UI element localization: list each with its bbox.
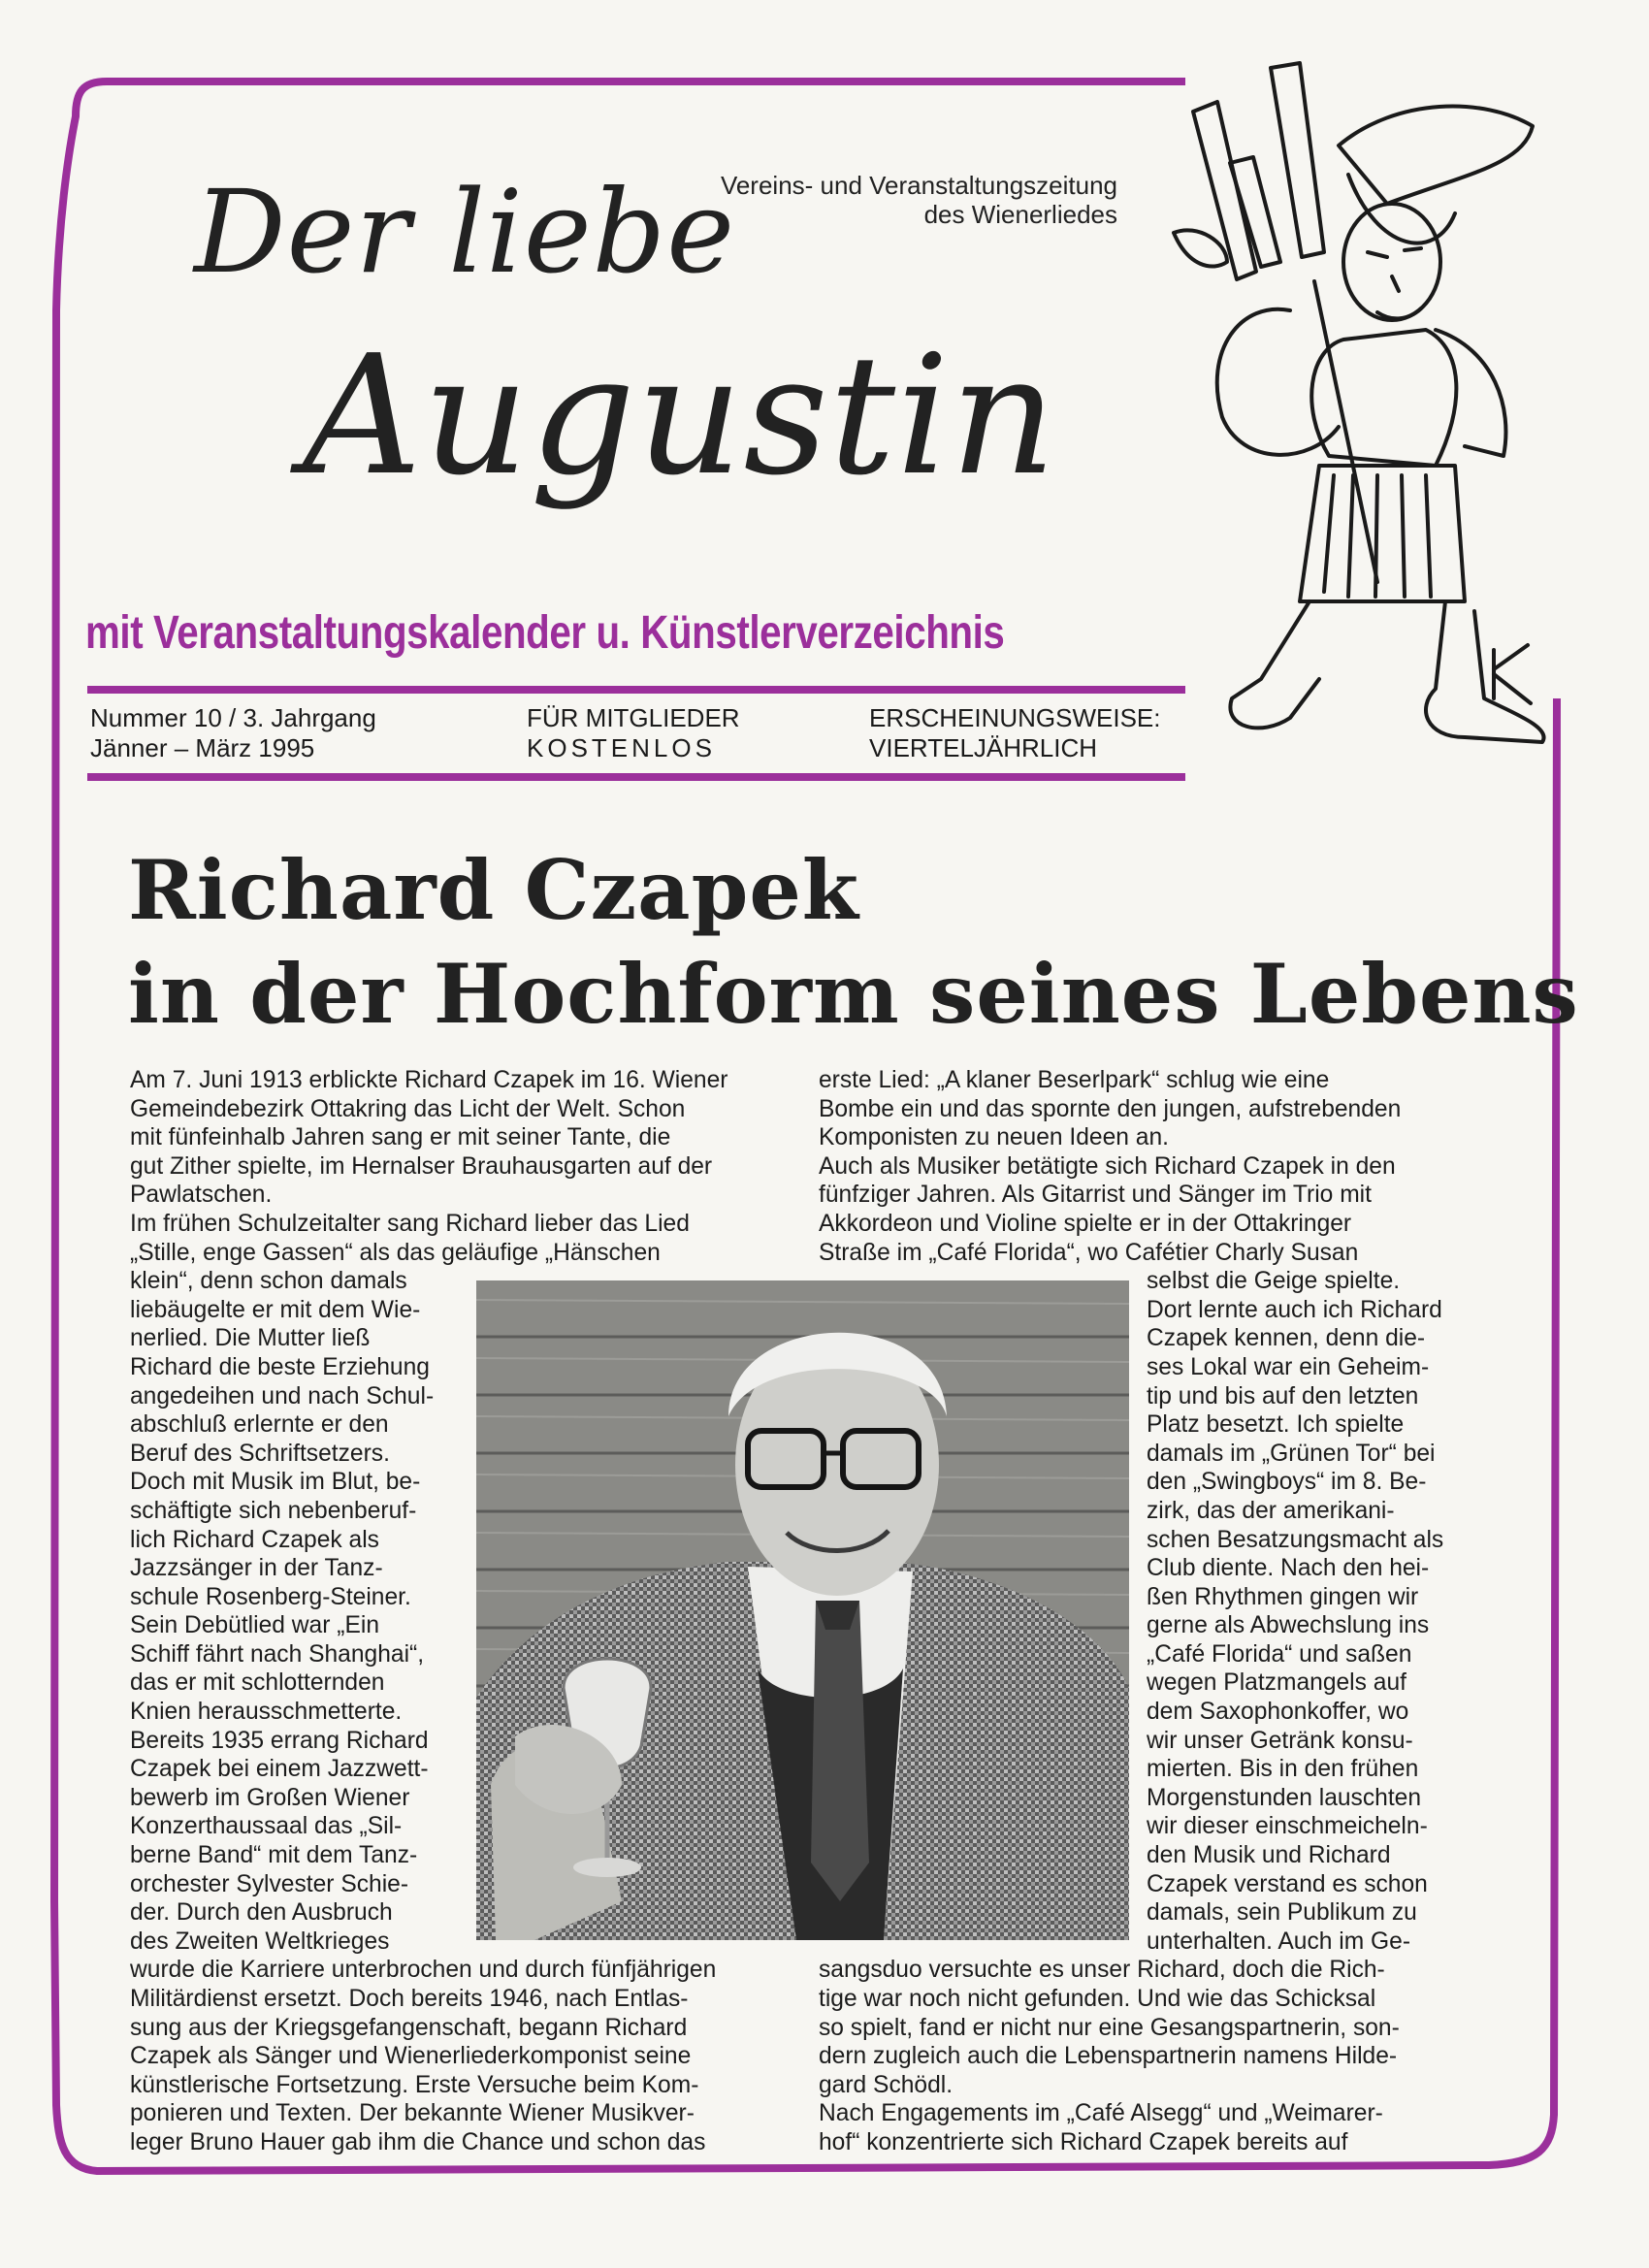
article-line: Dort lernte auch ich Richard: [1147, 1296, 1442, 1323]
column2-full-width: [819, 1066, 1474, 1267]
frequency-label: ERSCHEINUNGSWEISE:: [869, 703, 1161, 732]
article-line: Am 7. Juni 1913 erblickte Richard Czapek im 16. Wiener: [130, 1067, 728, 1093]
frequency-value: VIERTELJÄHRLICH: [869, 733, 1098, 762]
column1-full-width: [130, 1066, 786, 1267]
article-line: gerne als Abwechslung ins: [1147, 1612, 1430, 1639]
article-line: wegen Platzmangels auf: [1147, 1669, 1406, 1697]
article-line: Straße im „Café Florida“, wo Cafétier Charly Susan: [819, 1239, 1359, 1266]
article-line: zirk, das der amerikani-: [1147, 1497, 1395, 1524]
article-line: unterhalten. Auch im Ge-: [1147, 1928, 1411, 1955]
article-line: Komponisten zu neuen Ideen an.: [819, 1124, 1169, 1151]
article-line: klein“, denn schon damals: [130, 1268, 407, 1295]
issue-date: Jänner – März 1995: [90, 733, 315, 762]
article-line: Militärdienst ersetzt. Doch bereits 1946, nach Entlas-: [130, 1986, 689, 2012]
article-line: mit fünfeinhalb Jahren sang er mit seiner Tante, die: [130, 1124, 671, 1151]
article-line: Beruf des Schriftsetzers.: [130, 1440, 390, 1467]
article-line: so spielt, fand er nicht nur eine Gesangspartnerin, son-: [819, 2014, 1400, 2041]
article-line: Morgenstunden lauschten: [1147, 1784, 1422, 1811]
article-line: orchester Sylvester Schie-: [130, 1870, 409, 1897]
article-line: schule Rosenberg-Steiner.: [130, 1583, 411, 1610]
article-line: angedeihen und nach Schul-: [130, 1382, 435, 1409]
article-line: ses Lokal war ein Geheim-: [1147, 1353, 1430, 1380]
article-line: gard Schödl.: [819, 2071, 954, 2098]
article-line: das er mit schlotternden: [130, 1669, 385, 1697]
bagpiper-illustration: [1145, 58, 1571, 776]
article-line: den „Swingboys“ im 8. Be-: [1147, 1469, 1427, 1496]
article-line: Auch als Musiker betätigte sich Richard Czapek in den: [819, 1152, 1396, 1180]
article-line: hof“ konzentrierte sich Richard Czapek bereits auf: [819, 2128, 1348, 2155]
article-headline-line1: Richard Czapek: [128, 842, 859, 938]
free-label: KOSTENLOS: [527, 733, 716, 762]
article-line: Bereits 1935 errang Richard: [130, 1727, 429, 1754]
article-line: Schiff fährt nach Shanghai“,: [130, 1640, 425, 1668]
tagline-line1: Vereins- und Veranstaltungszeitung: [720, 171, 1117, 200]
masthead-title-line1: Der liebe: [194, 165, 736, 299]
masthead-title-line2: Augustin: [303, 320, 1057, 512]
article-line: Czapek verstand es schon: [1147, 1870, 1428, 1897]
portrait-photo: [476, 1280, 1129, 1940]
article-line: Akkordeon und Violine spielte er in der Ottakringer: [819, 1210, 1352, 1237]
article-line: sangsduo versuchte es unser Richard, doch die Rich-: [819, 1957, 1385, 1984]
article-line: sung aus der Kriegsgefangenschaft, begann Richard: [130, 2014, 688, 2041]
article-line: schen Besatzungsmacht als: [1147, 1526, 1444, 1553]
article-line: liebäugelte er mit dem Wie-: [130, 1296, 421, 1323]
article-line: tige war noch nicht gefunden. Und wie das Schicksal: [819, 1986, 1376, 2012]
article-line: Doch mit Musik im Blut, be-: [130, 1469, 421, 1496]
article-line: wurde die Karriere unterbrochen und durch fünfjährigen: [130, 1957, 717, 1984]
article-line: „Stille, enge Gassen“ als das geläufige „Hänschen: [130, 1239, 661, 1266]
article-line: wir unser Getränk konsu-: [1147, 1727, 1413, 1754]
article-line: ponieren und Texten. Der bekannte Wiener Musikver-: [130, 2100, 695, 2127]
article-line: „Café Florida“ und saßen: [1147, 1640, 1412, 1668]
article-line: Knien herausschmetterte.: [130, 1699, 403, 1726]
article-line: Richard die beste Erziehung: [130, 1353, 430, 1380]
article-line: damals im „Grünen Tor“ bei: [1147, 1440, 1436, 1467]
column1-bottom: [130, 1956, 786, 2156]
members-label: FÜR MITGLIEDER: [527, 703, 740, 732]
article-headline-line2: in der Hochform seines Lebens: [128, 946, 1579, 1042]
article-line: selbst die Geige spielte.: [1147, 1268, 1401, 1295]
article-line: dem Saxophonkoffer, wo: [1147, 1699, 1409, 1726]
article-line: nerlied. Die Mutter ließ: [130, 1325, 371, 1352]
article-line: des Zweiten Weltkrieges: [130, 1928, 390, 1955]
article-line: den Musik und Richard: [1147, 1842, 1391, 1869]
article-line: Sein Debütlied war „Ein: [130, 1612, 379, 1639]
article-line: schäftigte sich nebenberuf-: [130, 1497, 417, 1524]
article-line: dern zugleich auch die Lebenspartnerin namens Hilde-: [819, 2043, 1398, 2070]
article-line: bewerb im Großen Wiener: [130, 1784, 410, 1811]
article-line: wir dieser einschmeicheln-: [1147, 1813, 1428, 1840]
article-line: abschluß erlernte er den: [130, 1411, 389, 1439]
article-line: berne Band“ mit dem Tanz-: [130, 1842, 418, 1869]
article-line: lich Richard Czapek als: [130, 1526, 379, 1553]
article-line: Konzerthaussaal das „Sil-: [130, 1813, 403, 1840]
purple-rule-bottom: [87, 773, 1185, 781]
article-line: tip und bis auf den letzten: [1147, 1382, 1419, 1409]
article-line: Club diente. Nach den hei-: [1147, 1555, 1430, 1582]
article-line: Jazzsänger in der Tanz-: [130, 1555, 383, 1582]
article-line: künstlerische Fortsetzung. Erste Versuche beim Kom-: [130, 2071, 699, 2098]
column1-narrow: [130, 1267, 454, 1956]
issue-number: Nummer 10 / 3. Jahrgang: [90, 703, 376, 732]
masthead-subtitle: mit Veranstaltungskalender u. Künstlerverzeichnis: [85, 607, 1005, 659]
article-line: damals, sein Publikum zu: [1147, 1899, 1417, 1927]
article-line: gut Zither spielte, im Hernalser Brauhausgarten auf der: [130, 1152, 713, 1180]
article-line: fünfziger Jahren. Als Gitarrist und Sänger im Trio mit: [819, 1182, 1372, 1209]
article-line: Gemeindebezirk Ottakring das Licht der Welt. Schon: [130, 1095, 686, 1122]
article-line: der. Durch den Ausbruch: [130, 1899, 393, 1927]
article-line: ßen Rhythmen gingen wir: [1147, 1583, 1419, 1610]
article-line: erste Lied: „A klaner Beserlpark“ schlug wie eine: [819, 1067, 1330, 1093]
column2-bottom: [819, 1956, 1474, 2156]
article-line: Czapek bei einem Jazzwett-: [130, 1756, 429, 1783]
article-line: mierten. Bis in den frühen: [1147, 1756, 1419, 1783]
purple-rule-top: [87, 686, 1185, 694]
article-line: Platz besetzt. Ich spielte: [1147, 1411, 1405, 1439]
article-line: Nach Engagements im „Café Alsegg“ und „Weimarer-: [819, 2100, 1383, 2127]
article-line: Bombe ein und das spornte den jungen, aufstrebenden: [819, 1095, 1402, 1122]
article-line: Czapek als Sänger und Wienerliederkomponist seine: [130, 2043, 692, 2070]
article-line: Im frühen Schulzeitalter sang Richard lieber das Lied: [130, 1210, 690, 1237]
column2-narrow: [1147, 1267, 1474, 1956]
tagline-line2: des Wienerliedes: [923, 200, 1117, 229]
article-line: leger Bruno Hauer gab ihm die Chance und schon das: [130, 2128, 706, 2155]
article-line: Pawlatschen.: [130, 1182, 273, 1209]
article-line: Czapek kennen, denn die-: [1147, 1325, 1426, 1352]
